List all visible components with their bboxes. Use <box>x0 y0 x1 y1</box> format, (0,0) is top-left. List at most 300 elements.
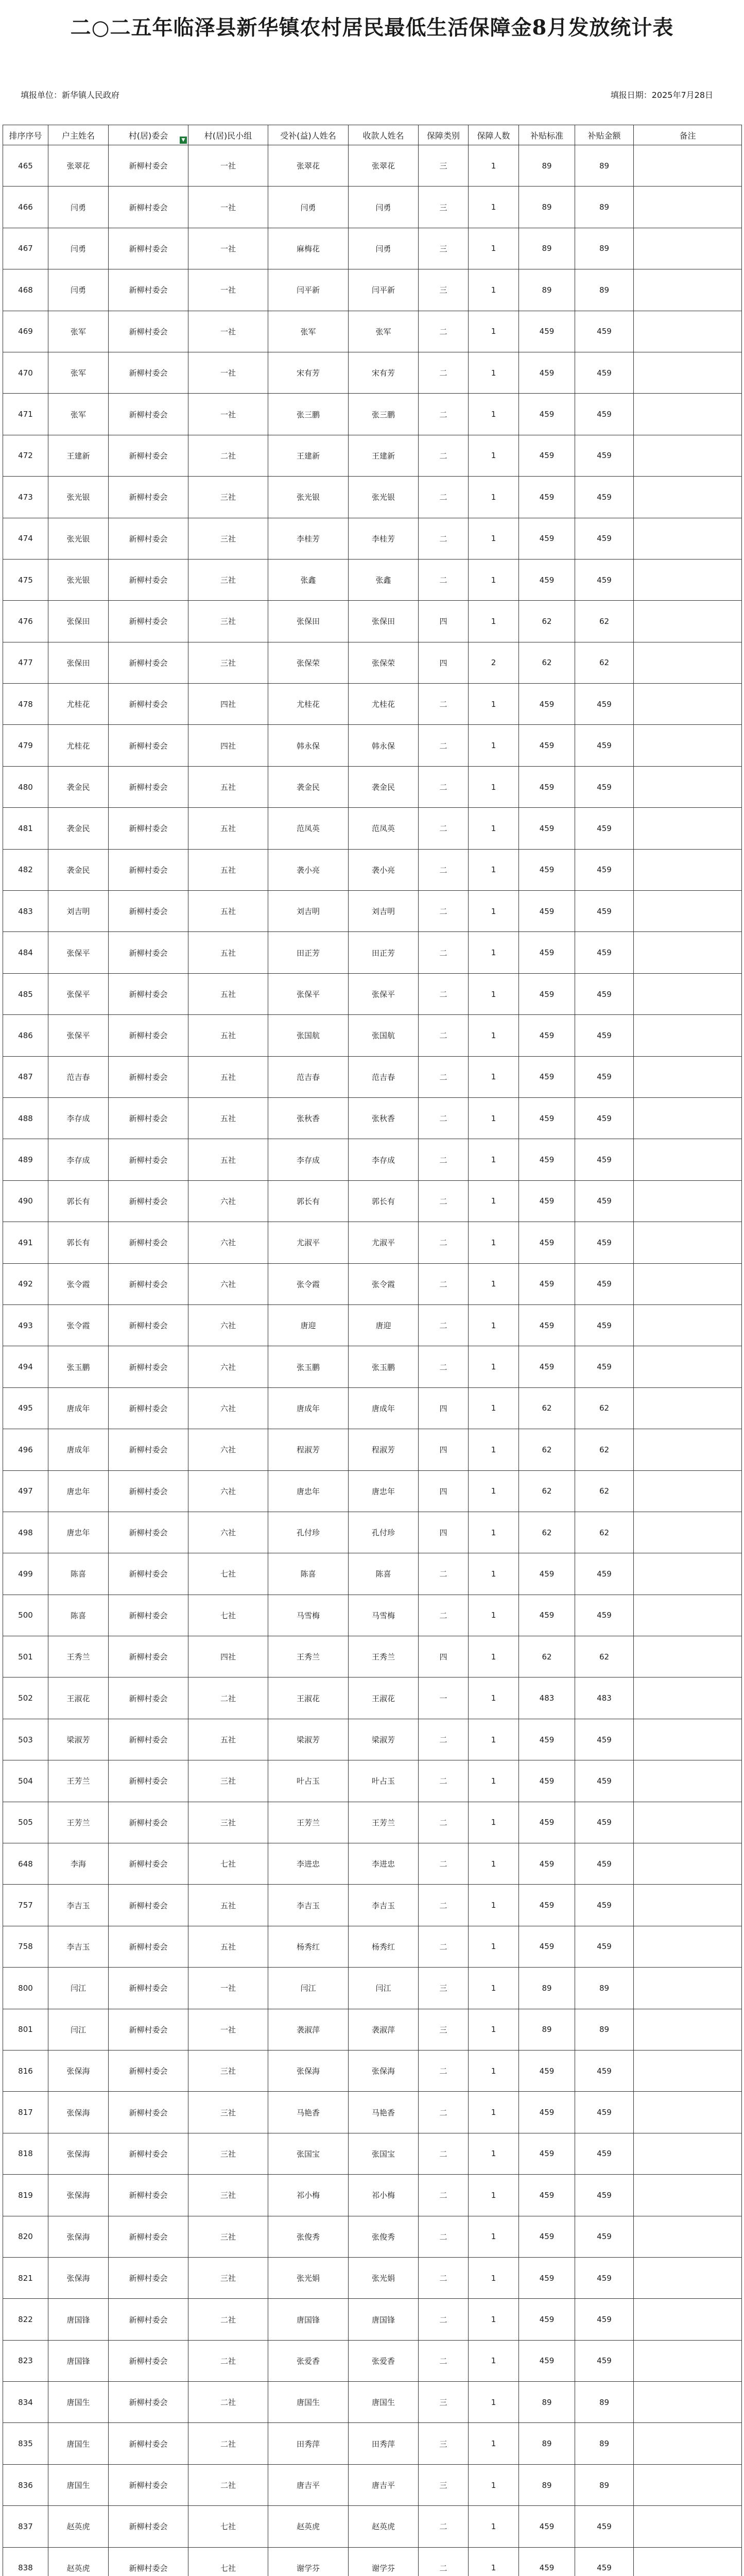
remark-cell[interactable] <box>634 145 742 187</box>
beneficiary-cell[interactable]: 张光银 <box>268 477 349 518</box>
seq-cell[interactable]: 499 <box>3 1553 48 1595</box>
amount-cell[interactable]: 459 <box>575 1885 634 1926</box>
payee-cell[interactable]: 李吉玉 <box>349 1885 419 1926</box>
village-cell[interactable]: 新柳村委会 <box>109 1222 188 1263</box>
remark-cell[interactable] <box>634 725 742 766</box>
people-cell[interactable]: 1 <box>469 2092 519 2133</box>
people-cell[interactable]: 1 <box>469 477 519 518</box>
group-cell[interactable]: 六社 <box>188 1429 268 1470</box>
remark-cell[interactable] <box>634 1263 742 1304</box>
head-name-cell[interactable]: 张保平 <box>48 973 109 1014</box>
head-name-cell[interactable]: 李存成 <box>48 1139 109 1180</box>
payee-cell[interactable]: 马雪梅 <box>349 1595 419 1636</box>
seq-cell[interactable]: 800 <box>3 1968 48 2009</box>
people-cell[interactable]: 1 <box>469 1139 519 1180</box>
category-cell[interactable]: 四 <box>419 1470 469 1512</box>
standard-cell[interactable]: 459 <box>519 2050 575 2091</box>
remark-cell[interactable] <box>634 2216 742 2257</box>
seq-cell[interactable]: 838 <box>3 2547 48 2576</box>
remark-cell[interactable] <box>634 2009 742 2050</box>
category-cell[interactable]: 二 <box>419 477 469 518</box>
payee-cell[interactable]: 张翠花 <box>349 145 419 187</box>
remark-cell[interactable] <box>634 1719 742 1760</box>
people-cell[interactable]: 1 <box>469 891 519 932</box>
people-cell[interactable]: 1 <box>469 1015 519 1056</box>
people-cell[interactable]: 1 <box>469 2050 519 2091</box>
village-cell[interactable]: 新柳村委会 <box>109 394 188 435</box>
group-cell[interactable]: 六社 <box>188 1263 268 1304</box>
head-name-cell[interactable]: 唐成年 <box>48 1429 109 1470</box>
standard-cell[interactable]: 89 <box>519 2382 575 2423</box>
standard-cell[interactable]: 62 <box>519 601 575 642</box>
head-name-cell[interactable]: 唐国生 <box>48 2382 109 2423</box>
people-cell[interactable]: 1 <box>469 228 519 269</box>
beneficiary-cell[interactable]: 李吉玉 <box>268 1885 349 1926</box>
group-cell[interactable]: 四社 <box>188 684 268 725</box>
amount-cell[interactable]: 459 <box>575 1139 634 1180</box>
standard-cell[interactable]: 459 <box>519 1015 575 1056</box>
remark-cell[interactable] <box>634 477 742 518</box>
category-cell[interactable]: 三 <box>419 187 469 228</box>
head-name-cell[interactable]: 唐国锋 <box>48 2340 109 2381</box>
head-name-cell[interactable]: 赵英虎 <box>48 2506 109 2547</box>
village-cell[interactable]: 新柳村委会 <box>109 2133 188 2174</box>
remark-cell[interactable] <box>634 1885 742 1926</box>
seq-cell[interactable]: 822 <box>3 2299 48 2340</box>
category-cell[interactable]: 三 <box>419 145 469 187</box>
beneficiary-cell[interactable]: 李存成 <box>268 1139 349 1180</box>
head-name-cell[interactable]: 张军 <box>48 311 109 352</box>
standard-cell[interactable]: 459 <box>519 849 575 890</box>
seq-cell[interactable]: 819 <box>3 2175 48 2216</box>
standard-cell[interactable]: 459 <box>519 559 575 600</box>
amount-cell[interactable]: 459 <box>575 725 634 766</box>
village-cell[interactable]: 新柳村委会 <box>109 1595 188 1636</box>
group-cell[interactable]: 三社 <box>188 559 268 600</box>
seq-cell[interactable]: 485 <box>3 973 48 1014</box>
standard-cell[interactable]: 459 <box>519 518 575 559</box>
remark-cell[interactable] <box>634 269 742 311</box>
amount-cell[interactable]: 459 <box>575 2050 634 2091</box>
head-name-cell[interactable]: 李吉玉 <box>48 1926 109 1967</box>
group-cell[interactable]: 三社 <box>188 2257 268 2298</box>
village-cell[interactable]: 新柳村委会 <box>109 849 188 890</box>
remark-cell[interactable] <box>634 642 742 683</box>
remark-cell[interactable] <box>634 228 742 269</box>
head-name-cell[interactable]: 王淑花 <box>48 1677 109 1719</box>
seq-cell[interactable]: 837 <box>3 2506 48 2547</box>
head-name-cell[interactable]: 张军 <box>48 394 109 435</box>
standard-cell[interactable]: 89 <box>519 2009 575 2050</box>
standard-cell[interactable]: 459 <box>519 1304 575 1346</box>
standard-cell[interactable]: 459 <box>519 1263 575 1304</box>
seq-cell[interactable]: 482 <box>3 849 48 890</box>
payee-cell[interactable]: 唐迎 <box>349 1304 419 1346</box>
village-cell[interactable]: 新柳村委会 <box>109 518 188 559</box>
head-name-cell[interactable]: 唐成年 <box>48 1387 109 1429</box>
standard-cell[interactable]: 459 <box>519 2547 575 2576</box>
head-name-cell[interactable]: 张光银 <box>48 559 109 600</box>
seq-cell[interactable]: 481 <box>3 808 48 849</box>
people-cell[interactable]: 1 <box>469 601 519 642</box>
remark-cell[interactable] <box>634 684 742 725</box>
group-cell[interactable]: 五社 <box>188 766 268 807</box>
amount-cell[interactable]: 459 <box>575 1843 634 1885</box>
payee-cell[interactable]: 叶占玉 <box>349 1760 419 1802</box>
standard-cell[interactable]: 459 <box>519 1553 575 1595</box>
standard-cell[interactable]: 459 <box>519 2506 575 2547</box>
remark-cell[interactable] <box>634 1843 742 1885</box>
group-cell[interactable]: 五社 <box>188 891 268 932</box>
people-cell[interactable]: 1 <box>469 2506 519 2547</box>
group-cell[interactable]: 一社 <box>188 1968 268 2009</box>
village-cell[interactable]: 新柳村委会 <box>109 2464 188 2505</box>
amount-cell[interactable]: 459 <box>575 2216 634 2257</box>
amount-cell[interactable]: 459 <box>575 2257 634 2298</box>
remark-cell[interactable] <box>634 1056 742 1097</box>
amount-cell[interactable]: 89 <box>575 2009 634 2050</box>
category-cell[interactable]: 二 <box>419 1719 469 1760</box>
people-cell[interactable]: 1 <box>469 187 519 228</box>
seq-cell[interactable]: 468 <box>3 269 48 311</box>
category-cell[interactable]: 二 <box>419 1346 469 1387</box>
head-name-cell[interactable]: 李吉玉 <box>48 1885 109 1926</box>
payee-cell[interactable]: 唐吉平 <box>349 2464 419 2505</box>
category-cell[interactable]: 四 <box>419 1429 469 1470</box>
beneficiary-cell[interactable]: 张爱香 <box>268 2340 349 2381</box>
beneficiary-cell[interactable]: 杨秀红 <box>268 1926 349 1967</box>
village-cell[interactable]: 新柳村委会 <box>109 1802 188 1843</box>
village-cell[interactable]: 新柳村委会 <box>109 891 188 932</box>
beneficiary-cell[interactable]: 田正芳 <box>268 932 349 973</box>
seq-cell[interactable]: 488 <box>3 1097 48 1139</box>
people-cell[interactable]: 1 <box>469 1429 519 1470</box>
payee-cell[interactable]: 尤淑平 <box>349 1222 419 1263</box>
beneficiary-cell[interactable]: 闫江 <box>268 1968 349 2009</box>
remark-cell[interactable] <box>634 2050 742 2091</box>
payee-cell[interactable]: 范吉春 <box>349 1056 419 1097</box>
category-cell[interactable]: 二 <box>419 973 469 1014</box>
remark-cell[interactable] <box>634 1097 742 1139</box>
seq-cell[interactable]: 479 <box>3 725 48 766</box>
village-cell[interactable]: 新柳村委会 <box>109 725 188 766</box>
seq-cell[interactable]: 477 <box>3 642 48 683</box>
seq-cell[interactable]: 757 <box>3 1885 48 1926</box>
village-cell[interactable]: 新柳村委会 <box>109 187 188 228</box>
village-cell[interactable]: 新柳村委会 <box>109 1719 188 1760</box>
category-cell[interactable]: 四 <box>419 642 469 683</box>
group-cell[interactable]: 三社 <box>188 1760 268 1802</box>
payee-cell[interactable]: 唐忠年 <box>349 1470 419 1512</box>
payee-cell[interactable]: 程淑芳 <box>349 1429 419 1470</box>
amount-cell[interactable]: 459 <box>575 1304 634 1346</box>
payee-cell[interactable]: 孔付珍 <box>349 1512 419 1553</box>
group-cell[interactable]: 六社 <box>188 1180 268 1222</box>
standard-cell[interactable]: 459 <box>519 1056 575 1097</box>
remark-cell[interactable] <box>634 1429 742 1470</box>
payee-cell[interactable]: 王淑花 <box>349 1677 419 1719</box>
payee-cell[interactable]: 尤桂花 <box>349 684 419 725</box>
standard-cell[interactable]: 89 <box>519 269 575 311</box>
people-cell[interactable]: 1 <box>469 1056 519 1097</box>
head-name-cell[interactable]: 张保平 <box>48 932 109 973</box>
people-cell[interactable]: 1 <box>469 2133 519 2174</box>
head-name-cell[interactable]: 张军 <box>48 352 109 393</box>
village-cell[interactable]: 新柳村委会 <box>109 2257 188 2298</box>
remark-cell[interactable] <box>634 1512 742 1553</box>
seq-cell[interactable]: 494 <box>3 1346 48 1387</box>
beneficiary-cell[interactable]: 赵英虎 <box>268 2506 349 2547</box>
village-cell[interactable]: 新柳村委会 <box>109 766 188 807</box>
beneficiary-cell[interactable]: 唐迎 <box>268 1304 349 1346</box>
remark-cell[interactable] <box>634 2382 742 2423</box>
category-cell[interactable]: 二 <box>419 684 469 725</box>
standard-cell[interactable]: 89 <box>519 187 575 228</box>
seq-cell[interactable]: 470 <box>3 352 48 393</box>
people-cell[interactable]: 1 <box>469 1263 519 1304</box>
people-cell[interactable]: 1 <box>469 2382 519 2423</box>
group-cell[interactable]: 七社 <box>188 1843 268 1885</box>
amount-cell[interactable]: 89 <box>575 2423 634 2464</box>
group-cell[interactable]: 五社 <box>188 1056 268 1097</box>
category-cell[interactable]: 二 <box>419 932 469 973</box>
payee-cell[interactable]: 闫江 <box>349 1968 419 2009</box>
standard-cell[interactable]: 459 <box>519 394 575 435</box>
seq-cell[interactable]: 820 <box>3 2216 48 2257</box>
beneficiary-cell[interactable]: 张俊秀 <box>268 2216 349 2257</box>
category-cell[interactable]: 二 <box>419 1139 469 1180</box>
standard-cell[interactable]: 459 <box>519 352 575 393</box>
group-cell[interactable]: 三社 <box>188 642 268 683</box>
people-cell[interactable]: 1 <box>469 1802 519 1843</box>
remark-cell[interactable] <box>634 1139 742 1180</box>
payee-cell[interactable]: 张俊秀 <box>349 2216 419 2257</box>
payee-cell[interactable]: 唐国生 <box>349 2382 419 2423</box>
group-cell[interactable]: 一社 <box>188 269 268 311</box>
beneficiary-cell[interactable]: 张军 <box>268 311 349 352</box>
remark-cell[interactable] <box>634 2299 742 2340</box>
people-cell[interactable]: 1 <box>469 559 519 600</box>
people-cell[interactable]: 1 <box>469 2340 519 2381</box>
payee-cell[interactable]: 杨秀红 <box>349 1926 419 1967</box>
people-cell[interactable]: 1 <box>469 1387 519 1429</box>
category-cell[interactable]: 三 <box>419 228 469 269</box>
village-cell[interactable]: 新柳村委会 <box>109 1097 188 1139</box>
standard-cell[interactable]: 459 <box>519 2340 575 2381</box>
payee-cell[interactable]: 张爱香 <box>349 2340 419 2381</box>
group-cell[interactable]: 二社 <box>188 2382 268 2423</box>
people-cell[interactable]: 1 <box>469 1346 519 1387</box>
remark-cell[interactable] <box>634 932 742 973</box>
remark-cell[interactable] <box>634 1802 742 1843</box>
remark-cell[interactable] <box>634 1470 742 1512</box>
head-name-cell[interactable]: 张光银 <box>48 518 109 559</box>
amount-cell[interactable]: 459 <box>575 352 634 393</box>
head-name-cell[interactable]: 唐国生 <box>48 2464 109 2505</box>
village-cell[interactable]: 新柳村委会 <box>109 2423 188 2464</box>
head-name-cell[interactable]: 刘吉明 <box>48 891 109 932</box>
group-cell[interactable]: 五社 <box>188 1097 268 1139</box>
head-name-cell[interactable]: 张令霞 <box>48 1263 109 1304</box>
people-cell[interactable]: 1 <box>469 1553 519 1595</box>
head-name-cell[interactable]: 尤桂花 <box>48 684 109 725</box>
category-cell[interactable]: 一 <box>419 1677 469 1719</box>
amount-cell[interactable]: 459 <box>575 518 634 559</box>
people-cell[interactable]: 1 <box>469 973 519 1014</box>
people-cell[interactable]: 1 <box>469 1885 519 1926</box>
head-name-cell[interactable]: 袭金民 <box>48 808 109 849</box>
group-cell[interactable]: 三社 <box>188 2175 268 2216</box>
amount-cell[interactable]: 459 <box>575 891 634 932</box>
seq-cell[interactable]: 495 <box>3 1387 48 1429</box>
people-cell[interactable]: 1 <box>469 725 519 766</box>
remark-cell[interactable] <box>634 2547 742 2576</box>
amount-cell[interactable]: 459 <box>575 1719 634 1760</box>
group-cell[interactable]: 一社 <box>188 311 268 352</box>
village-cell[interactable]: 新柳村委会 <box>109 1760 188 1802</box>
category-cell[interactable]: 二 <box>419 1802 469 1843</box>
standard-cell[interactable]: 459 <box>519 891 575 932</box>
beneficiary-cell[interactable]: 唐成年 <box>268 1387 349 1429</box>
payee-cell[interactable]: 祁小梅 <box>349 2175 419 2216</box>
category-cell[interactable]: 二 <box>419 2257 469 2298</box>
head-name-cell[interactable]: 闫江 <box>48 2009 109 2050</box>
group-cell[interactable]: 五社 <box>188 1926 268 1967</box>
head-name-cell[interactable]: 闫勇 <box>48 187 109 228</box>
remark-cell[interactable] <box>634 518 742 559</box>
village-cell[interactable]: 新柳村委会 <box>109 1263 188 1304</box>
amount-cell[interactable]: 459 <box>575 1595 634 1636</box>
people-cell[interactable]: 1 <box>469 1636 519 1677</box>
group-cell[interactable]: 二社 <box>188 2464 268 2505</box>
seq-cell[interactable]: 836 <box>3 2464 48 2505</box>
category-cell[interactable]: 二 <box>419 1015 469 1056</box>
village-cell[interactable]: 新柳村委会 <box>109 2299 188 2340</box>
head-name-cell[interactable]: 唐国生 <box>48 2423 109 2464</box>
beneficiary-cell[interactable]: 王淑花 <box>268 1677 349 1719</box>
standard-cell[interactable]: 62 <box>519 1387 575 1429</box>
people-cell[interactable]: 1 <box>469 2009 519 2050</box>
standard-cell[interactable]: 459 <box>519 1346 575 1387</box>
amount-cell[interactable]: 459 <box>575 2175 634 2216</box>
village-cell[interactable]: 新柳村委会 <box>109 145 188 187</box>
village-cell[interactable]: 新柳村委会 <box>109 1470 188 1512</box>
standard-cell[interactable]: 459 <box>519 766 575 807</box>
remark-cell[interactable] <box>634 849 742 890</box>
remark-cell[interactable] <box>634 435 742 476</box>
category-cell[interactable]: 二 <box>419 1595 469 1636</box>
village-cell[interactable]: 新柳村委会 <box>109 2547 188 2576</box>
beneficiary-cell[interactable]: 闫勇 <box>268 187 349 228</box>
group-cell[interactable]: 六社 <box>188 1512 268 1553</box>
village-cell[interactable]: 新柳村委会 <box>109 808 188 849</box>
seq-cell[interactable]: 501 <box>3 1636 48 1677</box>
people-cell[interactable]: 1 <box>469 1926 519 1967</box>
payee-cell[interactable]: 闫平新 <box>349 269 419 311</box>
payee-cell[interactable]: 闫勇 <box>349 228 419 269</box>
category-cell[interactable]: 二 <box>419 2175 469 2216</box>
beneficiary-cell[interactable]: 张翠花 <box>268 145 349 187</box>
seq-cell[interactable]: 823 <box>3 2340 48 2381</box>
standard-cell[interactable]: 459 <box>519 2257 575 2298</box>
beneficiary-cell[interactable]: 尤淑平 <box>268 1222 349 1263</box>
group-cell[interactable]: 六社 <box>188 1346 268 1387</box>
category-cell[interactable]: 二 <box>419 559 469 600</box>
category-cell[interactable]: 二 <box>419 2340 469 2381</box>
amount-cell[interactable]: 62 <box>575 1512 634 1553</box>
group-cell[interactable]: 五社 <box>188 932 268 973</box>
seq-cell[interactable]: 493 <box>3 1304 48 1346</box>
amount-cell[interactable]: 62 <box>575 1387 634 1429</box>
payee-cell[interactable]: 李桂芳 <box>349 518 419 559</box>
standard-cell[interactable]: 89 <box>519 145 575 187</box>
head-name-cell[interactable]: 张保海 <box>48 2257 109 2298</box>
beneficiary-cell[interactable]: 刘吉明 <box>268 891 349 932</box>
head-name-cell[interactable]: 张玉鹏 <box>48 1346 109 1387</box>
amount-cell[interactable]: 459 <box>575 1015 634 1056</box>
seq-cell[interactable]: 478 <box>3 684 48 725</box>
village-cell[interactable]: 新柳村委会 <box>109 1346 188 1387</box>
people-cell[interactable]: 1 <box>469 2547 519 2576</box>
category-cell[interactable]: 二 <box>419 1180 469 1222</box>
people-cell[interactable]: 1 <box>469 311 519 352</box>
village-cell[interactable]: 新柳村委会 <box>109 932 188 973</box>
amount-cell[interactable]: 459 <box>575 808 634 849</box>
amount-cell[interactable]: 89 <box>575 228 634 269</box>
standard-cell[interactable]: 89 <box>519 2464 575 2505</box>
amount-cell[interactable]: 89 <box>575 187 634 228</box>
remark-cell[interactable] <box>634 352 742 393</box>
standard-cell[interactable]: 459 <box>519 1802 575 1843</box>
people-cell[interactable]: 1 <box>469 145 519 187</box>
amount-cell[interactable]: 459 <box>575 2092 634 2133</box>
remark-cell[interactable] <box>634 973 742 1014</box>
group-cell[interactable]: 五社 <box>188 1885 268 1926</box>
payee-cell[interactable]: 张保荣 <box>349 642 419 683</box>
village-cell[interactable]: 新柳村委会 <box>109 1843 188 1885</box>
beneficiary-cell[interactable]: 唐忠年 <box>268 1470 349 1512</box>
amount-cell[interactable]: 459 <box>575 849 634 890</box>
standard-cell[interactable]: 459 <box>519 1760 575 1802</box>
payee-cell[interactable]: 刘吉明 <box>349 891 419 932</box>
group-cell[interactable]: 六社 <box>188 1304 268 1346</box>
village-cell[interactable]: 新柳村委会 <box>109 1056 188 1097</box>
category-cell[interactable]: 二 <box>419 1097 469 1139</box>
payee-cell[interactable]: 梁淑芳 <box>349 1719 419 1760</box>
people-cell[interactable]: 1 <box>469 1180 519 1222</box>
standard-cell[interactable]: 459 <box>519 2133 575 2174</box>
head-name-cell[interactable]: 张翠花 <box>48 145 109 187</box>
village-cell[interactable]: 新柳村委会 <box>109 2382 188 2423</box>
amount-cell[interactable]: 459 <box>575 1346 634 1387</box>
beneficiary-cell[interactable]: 王建新 <box>268 435 349 476</box>
seq-cell[interactable]: 648 <box>3 1843 48 1885</box>
beneficiary-cell[interactable]: 张三鹏 <box>268 394 349 435</box>
beneficiary-cell[interactable]: 张保平 <box>268 973 349 1014</box>
amount-cell[interactable]: 62 <box>575 1636 634 1677</box>
seq-cell[interactable]: 472 <box>3 435 48 476</box>
seq-cell[interactable]: 483 <box>3 891 48 932</box>
category-cell[interactable]: 二 <box>419 1760 469 1802</box>
category-cell[interactable]: 二 <box>419 2050 469 2091</box>
payee-cell[interactable]: 张保田 <box>349 601 419 642</box>
group-cell[interactable]: 三社 <box>188 477 268 518</box>
people-cell[interactable]: 1 <box>469 1512 519 1553</box>
village-cell[interactable]: 新柳村委会 <box>109 2506 188 2547</box>
remark-cell[interactable] <box>634 2464 742 2505</box>
village-cell[interactable]: 新柳村委会 <box>109 642 188 683</box>
standard-cell[interactable]: 459 <box>519 684 575 725</box>
